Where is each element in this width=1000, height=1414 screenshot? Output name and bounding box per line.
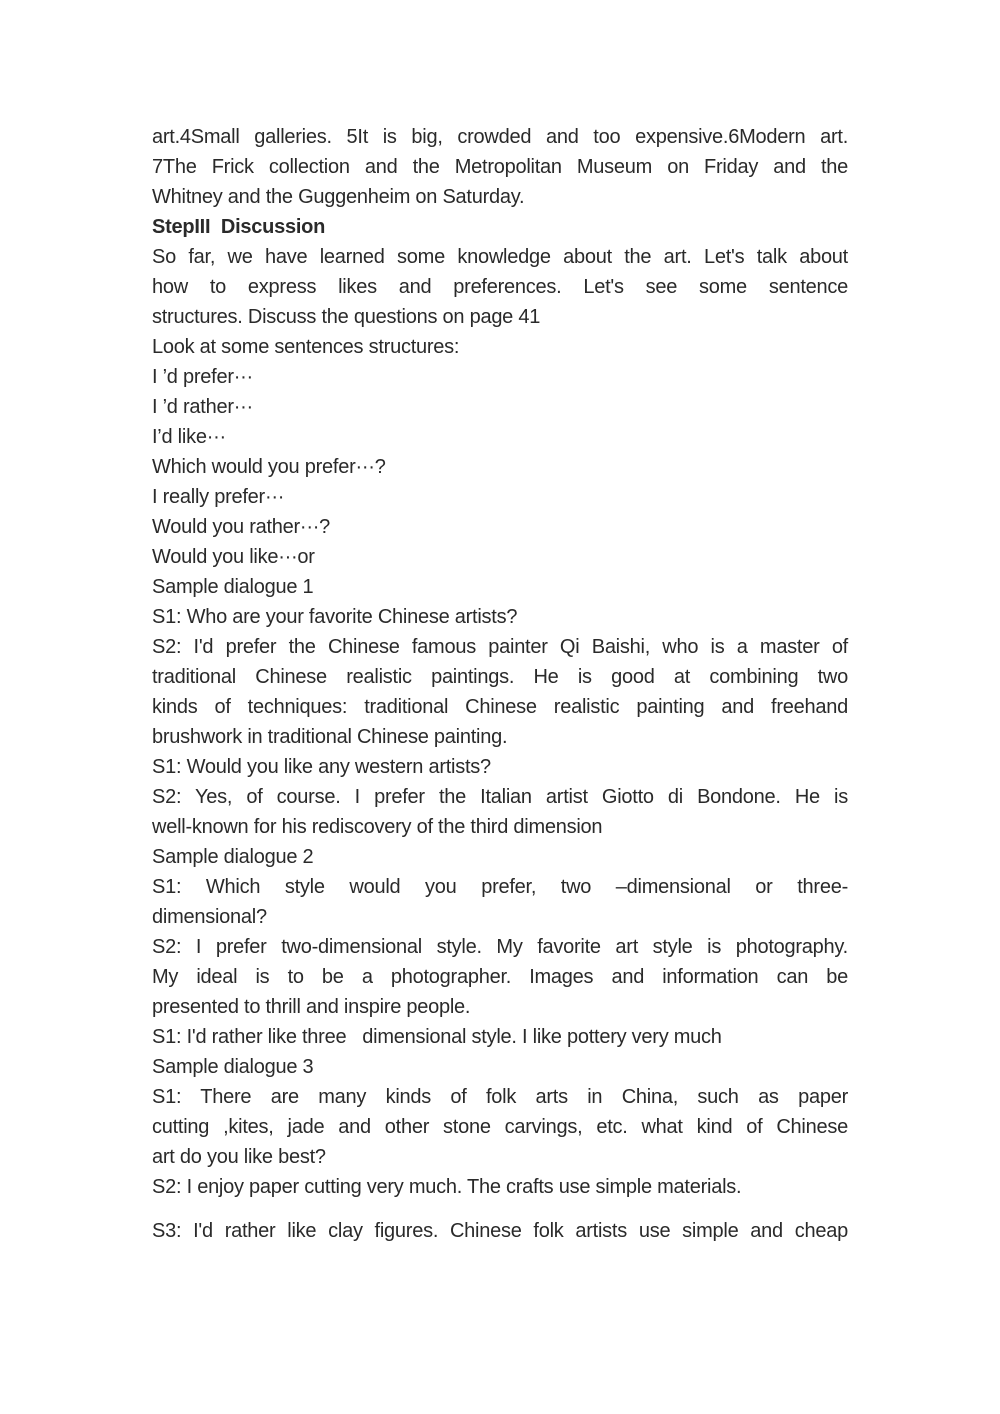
text-line: S1: There are many kinds of folk arts in China, such as paper: [152, 1086, 848, 1108]
text-line: traditional Chinese realistic paintings. He is good at combining two: [152, 666, 848, 688]
text-line: Would you rather···?: [152, 516, 331, 538]
text-line: I ’d rather···: [152, 396, 253, 418]
text-line: S2: I enjoy paper cutting very much. The crafts use simple materials.: [152, 1176, 742, 1198]
text-line: art do you like best?: [152, 1146, 326, 1168]
text-line: I’d like···: [152, 426, 226, 448]
text-line: Look at some sentences structures:: [152, 336, 460, 358]
section-heading: StepIII Discussion: [152, 216, 326, 238]
text-line: My ideal is to be a photographer. Images and information can be: [152, 966, 848, 988]
text-line: 7The Frick collection and the Metropolitan Museum on Friday and the: [152, 156, 848, 178]
text-line: So far, we have learned some knowledge about the art. Let's talk about: [152, 246, 848, 268]
text-line: dimensional?: [152, 906, 267, 928]
text-line: S1: Would you like any western artists?: [152, 756, 491, 778]
text-line: Sample dialogue 3: [152, 1056, 314, 1078]
text-line: well-known for his rediscovery of the third dimension: [152, 816, 603, 838]
text-line: S1: Who are your favorite Chinese artists?: [152, 606, 518, 628]
text-line: S2: Yes, of course. I prefer the Italian artist Giotto di Bondone. He is: [152, 786, 848, 808]
text-line: S1: Which style would you prefer, two –dimensional or three-: [152, 876, 848, 898]
text-line: Sample dialogue 2: [152, 846, 314, 868]
text-line: Would you like···or: [152, 546, 315, 568]
text-line: brushwork in traditional Chinese painting.: [152, 726, 508, 748]
text-line: S2: I prefer two-dimensional style. My favorite art style is photography.: [152, 936, 848, 958]
text-line: presented to thrill and inspire people.: [152, 996, 471, 1018]
text-line: S3: I'd rather like clay figures. Chinese folk artists use simple and cheap: [152, 1220, 848, 1242]
text-line: how to express likes and preferences. Let's see some sentence: [152, 276, 848, 298]
text-line: Sample dialogue 1: [152, 576, 314, 598]
text-line: cutting ,kites, jade and other stone carvings, etc. what kind of Chinese: [152, 1116, 848, 1138]
text-line: I really prefer···: [152, 486, 285, 508]
text-line: S1: I'd rather like three dimensional style. I like pottery very much: [152, 1026, 722, 1048]
text-line: art.4Small galleries. 5It is big, crowded and too expensive.6Modern art.: [152, 126, 848, 148]
text-line: Which would you prefer···?: [152, 456, 386, 478]
text-line: structures. Discuss the questions on page 41: [152, 306, 541, 328]
document-body: [152, 122, 848, 1246]
text-line: kinds of techniques: traditional Chinese realistic painting and freehand: [152, 696, 848, 718]
text-line: S2: I'd prefer the Chinese famous painter Qi Baishi, who is a master of: [152, 636, 848, 658]
text-line: I ’d prefer···: [152, 366, 253, 388]
text-line: Whitney and the Guggenheim on Saturday.: [152, 186, 525, 208]
